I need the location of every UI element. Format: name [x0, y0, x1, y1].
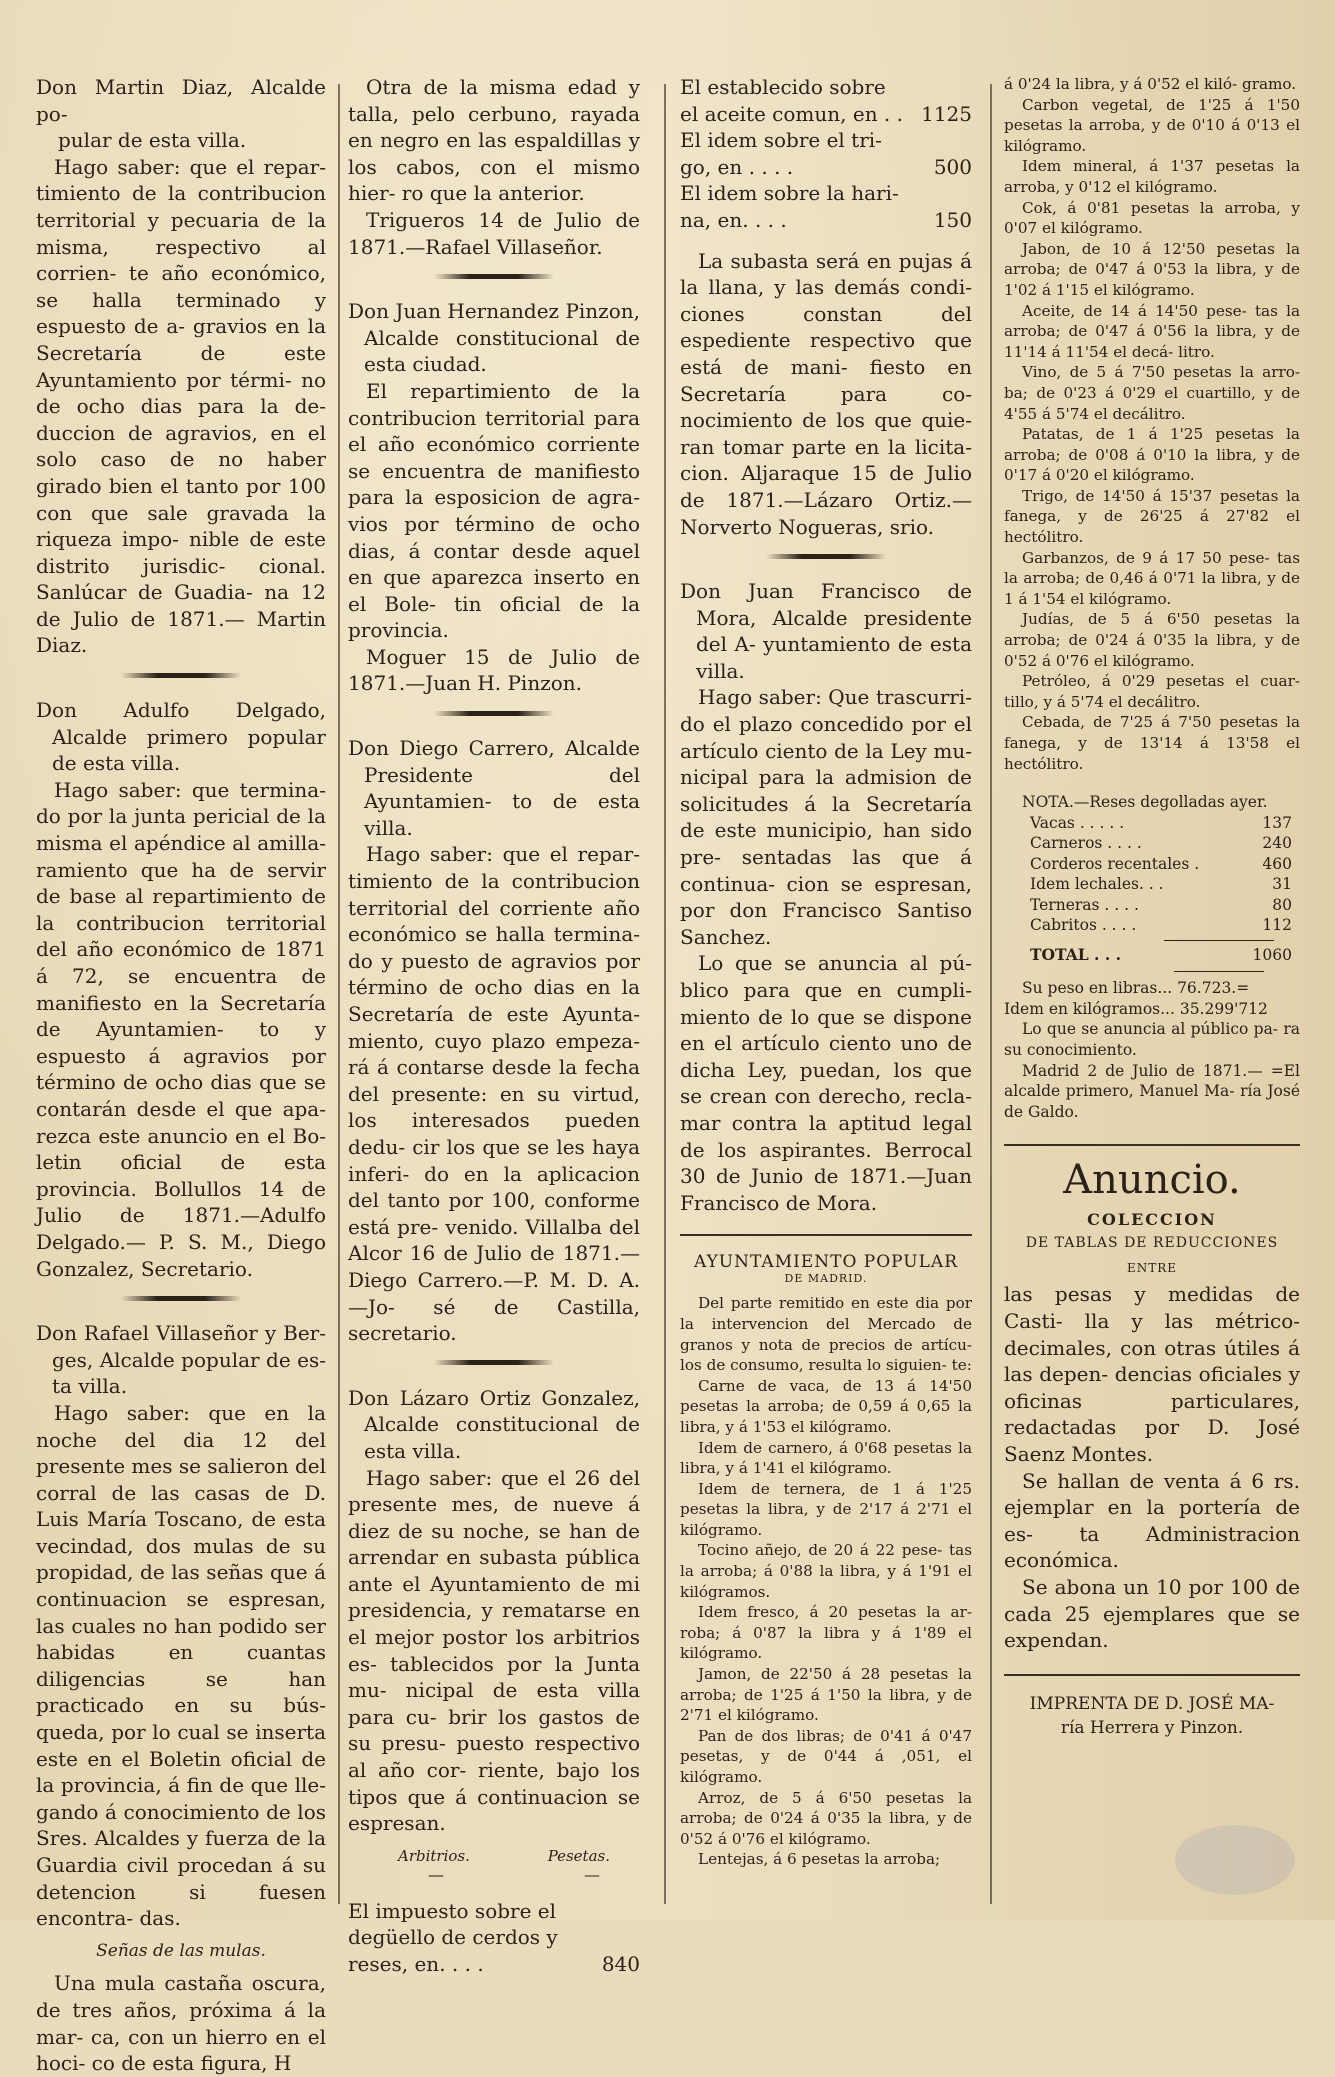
notice-heading: Don Juan Hernandez Pinzon, Alcalde constitucional de esta ciudad.	[348, 299, 640, 377]
reses-value: 31	[1272, 875, 1292, 894]
section-rule	[1004, 1144, 1300, 1146]
column-2	[348, 74, 640, 1978]
price-item: Garbanzos, de 9 á 17 50 pese- tas la arroba; de 0,46 á 0'71 la libra, y de 1 á 1'54 el kilógramo.	[1004, 548, 1300, 608]
notice-heading: Don Juan Francisco de Mora, Alcalde presidente del A- yuntamiento de esta villa.	[680, 579, 972, 683]
reses-value: 240	[1262, 834, 1292, 853]
notice-body: Una mula castaña oscura, de tres años, próxima á la mar- ca, con un hierro en el hoci- co de esta figura, H	[36, 1971, 326, 2076]
price-item: Petróleo, á 0'29 pesetas el cuar- tillo, y á 5'74 el decálitro.	[1004, 672, 1300, 711]
library-stamp	[1175, 1825, 1295, 1895]
ornament-divider	[348, 264, 640, 288]
notice-body: La subasta será en pujas á la llana, y las demás condi- ciones constan del espediente respectivo que está de mani- fiesto en Secretaría para co- nocimiento de los que quie- ran tomar parte en la licita- cion. Aljaraque 15 de Julio de 1871.—Lázaro Ortiz.— Norverto Nogueras, srio.	[680, 248, 972, 539]
reses-table	[1004, 813, 1300, 936]
notice-body: El repartimiento de la contribucion territorial para el año económico corriente se encuentra de manifiesto para la esposicion de agra- vios por término de ocho dias, á contar desde aquel en que aparezca inserto en el Bole- tin oficial de la provincia.	[348, 378, 640, 643]
price-item: Idem de carnero, á 0'68 pesetas la libra, y á 1'41 el kilógramo.	[680, 1438, 972, 1478]
reses-row	[1004, 833, 1300, 854]
column-rule	[990, 84, 992, 1904]
price-item: Cok, á 0'81 pesetas la arroba, y 0'07 el kilógramo.	[1004, 198, 1300, 238]
advert-body: Se abona un 10 por 100 de cada 25 ejemplares que se expendan.	[1004, 1574, 1300, 1653]
price-item: Jabon, de 10 á 12'50 pesetas la arroba; de 0'47 á 0'53 la libra, y de 1'02 á 1'15 el kilógramo.	[1004, 239, 1300, 299]
table-header	[348, 1847, 640, 1865]
advert-title: Anuncio.	[1063, 1157, 1241, 1204]
table-header-dashes: — —	[428, 1864, 600, 1884]
table-row	[680, 180, 972, 233]
notice-body: Lo que se anuncia al público pa- ra su conocimiento.	[1004, 1020, 1300, 1060]
notice-signature: Moguer 15 de Julio de 1871.—Juan H. Pinzon.	[348, 644, 640, 696]
reses-row	[1004, 915, 1300, 936]
notice-body: Hago saber: que el 26 del presente mes, de nueve á diez de su noche, se han de arrendar en subasta pública ante el Ayuntamiento de mi presidencia, y rematarse en el mejor postor los arbitrios es- tablecidos por la Junta mu- nicipal de esta villa para cu- brir los gastos de su presu- puesto respectivo al año cor- riente, bajo los tipos que á continuacion se espresan.	[348, 1465, 640, 1836]
weight-libras: Su peso en libras... 76.723.=	[1022, 979, 1250, 998]
price-item: Lentejas, á 6 pesetas la arroba;	[698, 1850, 941, 1869]
advert-subtitle: ENTRE	[1126, 1261, 1178, 1276]
reses-value: 460	[1262, 854, 1292, 873]
price-item: Pan de dos libras; de 0'41 á 0'47 pesetas, y de 0'44 á ,051, el kilógramo.	[680, 1726, 972, 1786]
notice-body: Hago saber: que termina- do por la junta pericial de la misma el apéndice al amilla- ramiento que ha de servir de base al repartimiento de la contribucion territorial del año económico de 1871 á 72, se encuentra de manifiesto en la Secretaría de Ayuntamien- to y espuesto á agravios por término de ocho dias que se contarán desde el que apa- rezca este anuncio en el Bo- letin oficial de esta provincia. Bollullos 14 de Julio de 1871.—Adulfo Delgado.— P. S. M., Diego Gonzalez, Secretario.	[36, 777, 326, 1281]
reses-row	[1004, 813, 1300, 834]
notice-body: Otra de la misma edad y talla, pelo cerbuno, rayada en negro en las espaldillas y los cabos, con el mismo hier- ro que la anterior.	[348, 75, 640, 206]
price-item: Jamon, de 22'50 á 28 pesetas la arroba; de 1'25 á 1'50 la libra, y de 2'71 el kilógramo.	[680, 1665, 972, 1725]
nota-heading: NOTA.—Reses degolladas ayer.	[1022, 793, 1268, 812]
row-label: El impuesto sobre el degüello de cerdos y reses, en. . . .	[348, 1898, 558, 1976]
row-label: El establecido sobre el aceite comun, en . .	[680, 75, 904, 126]
notice-body: Hago saber: Que trascurri- do el plazo concedido por el artículo ciento de la Ley mu- nicipal para la admision de solicitudes á la Secretaría de este municipio, han sido pre- sentadas las que á continua- cion se espresan, por don Francisco Santiso Sanchez.	[680, 685, 972, 949]
price-item: Aceite, de 14 á 14'50 pese- tas la arroba; de 0'47 á 0'56 la libra, y de 11'14 á 11'54 el decá- litro.	[1004, 301, 1300, 361]
price-item: Idem fresco, á 20 pesetas la ar- roba; á 0'87 la libra y á 1'89 el kilógramo.	[680, 1603, 972, 1663]
price-item: Trigo, de 14'50 á 15'37 pesetas la fanega, y de 26'25 á 27'82 el hectólitro.	[1004, 486, 1300, 547]
reses-label: Vacas . . . . .	[1030, 813, 1125, 832]
ornament-divider	[348, 701, 640, 725]
price-intro: Del parte remitido en este dia por la intervencion del Mercado de granos y nota de precios de artícu- los de consumo, resulta lo siguien- te:	[680, 1294, 972, 1375]
notice-body: Hago saber: que el repar- timiento de la contribucion territorial del corriente año económico se halla termina- do y puesto de agravios por término de ocho dias en la Secretaría de este Ayunta- miento, cuyo plazo empeza- rá á contarse desde la fecha del presente: en su virtud, los interesados pueden dedu- cir los que se les haya inferi- do en la aplicacion del tanto por 100, conforme está pre- venido. Villalba del Alcor 16 de Julio de 1871.—Diego Carrero.—P. M. D. A.—Jo- sé de Castilla, secretario.	[348, 842, 640, 1346]
reses-row	[1004, 895, 1300, 916]
printer-imprint: IMPRENTA DE D. JOSÉ MA-	[1029, 1693, 1275, 1714]
price-item: Carne de vaca, de 13 á 14'50 pesetas la arroba; de 0,59 á 0,65 la libra, y á 1'53 el kilógramo.	[680, 1376, 972, 1436]
advert-body: las pesas y medidas de Casti- lla y las métrico-decimales, con otras útiles á las depen- dencias oficiales y oficinas particulares, redactadas por D. José Saenz Montes.	[1004, 1282, 1300, 1466]
notice-signature: Madrid 2 de Julio de 1871.— =El alcalde primero, Manuel Ma- ría José de Galdo.	[1004, 1061, 1300, 1121]
notice-heading: Don Lázaro Ortiz Gonzalez, Alcalde constitucional de esta villa.	[348, 1385, 640, 1463]
total-rule	[1164, 940, 1274, 941]
column-4	[1004, 74, 1300, 1740]
notice-body: Lo que se anuncia al pú- blico para que en cumpli- miento de lo que se dispone en el artículo ciento uno de dicha Ley, puedan, los que se crean con derecho, recla- mar contra la aptitud legal de los aspirantes. Berrocal 30 de Junio de 1871.—Juan Francisco de Mora.	[680, 951, 972, 1215]
reses-row	[1004, 854, 1300, 875]
table-row	[348, 1898, 640, 1978]
notice-heading: Don Diego Carrero, Alcalde Presidente del Ayuntamien- to de esta villa.	[348, 736, 640, 840]
table-row	[680, 127, 972, 180]
notice-body: Hago saber: que el repar- timiento de la contribucion territorial y pecuaria de la misma, respectivo al corrien- te año económico, se halla terminado y espuesto de a- gravios en la Secretaría de este Ayuntamiento por térmi- no de ocho dias para la de- duccion de agravios, en el solo caso de no haber girado bien el tanto por 100 con que sale gravada la riqueza impo- nible de este distrito jurisdic- cional. Sanlúcar de Guadia- na 12 de Julio de 1871.— Martin Diaz.	[36, 154, 326, 658]
column-3	[680, 74, 972, 1870]
price-item: Cebada, de 7'25 á 7'50 pesetas la fanega, y de 13'14 á 13'58 el hectólitro.	[1004, 713, 1300, 773]
price-item: Idem de ternera, de 1 á 1'25 pesetas la libra, y de 2'17 á 2'71 el kilógramo.	[680, 1479, 972, 1539]
column-rule	[664, 84, 666, 1904]
reses-label: Corderos recentales .	[1030, 854, 1200, 873]
reses-label: Carneros . . . .	[1030, 834, 1142, 853]
column-rule	[338, 84, 340, 1904]
price-item: Vino, de 5 á 7'50 pesetas la arro- ba; de 0'23 á 0'29 el cuartillo, y de 4'55 á 5'74 el decálitro.	[1004, 363, 1300, 423]
notice-heading: Don Rafael Villaseñor y Ber- ges, Alcalde popular de es- ta villa.	[36, 1321, 326, 1399]
price-item: Tocino añejo, de 20 á 22 pese- tas la arroba; á 0'88 la libra, y á 1'91 el kilógramos.	[680, 1541, 972, 1601]
column-header-arbitrios: Arbitrios.	[398, 1846, 470, 1865]
column-1	[36, 74, 326, 2077]
row-label: El idem sobre el tri- go, en . . . .	[680, 128, 882, 179]
notice-body: Hago saber: que en la noche del dia 12 del presente mes se salieron del corral de las casas de D. Luis María Toscano, de esta vecindad, dos mulas de su propidad, de las señas que á continuacion se espresan, las cuales no han podido ser habidas en cuantas diligencias se han practicado en su bús- queda, por lo cual se inserta este en el Boletin oficial de la provincia, á fin de que lle- gando á conocimiento de los Sres. Alcaldes y fuerza de la Guardia civil procedan á su detencion si fuesen encontra- das.	[36, 1400, 326, 1931]
advert-subtitle: DE TABLAS DE REDUCCIONES	[1025, 1235, 1279, 1252]
ornament-divider	[36, 663, 326, 687]
price-item: Arroz, de 5 á 6'50 pesetas la arroba; de 0'24 á 0'35 la libra, y de 0'52 á 0'76 el kilógramo.	[680, 1788, 972, 1848]
reses-row	[1004, 874, 1300, 895]
price-item: Judías, de 5 á 6'50 pesetas la arroba; de 0'24 á 0'35 la libra, y de 0'52 á 0'76 el kilógramo.	[1004, 610, 1300, 670]
weight-kg: Idem en kilógramos... 35.299'712	[1004, 999, 1268, 1018]
reses-label: Cabritos . . . .	[1030, 916, 1137, 935]
row-value: 840	[601, 1952, 640, 1976]
reses-value: 112	[1262, 916, 1292, 935]
total-value: 1060	[1252, 945, 1292, 964]
price-item: Idem mineral, á 1'37 pesetas la arroba, y 0'12 el kilógramo.	[1004, 157, 1300, 196]
notice-heading: Don Martin Diaz, Alcalde po-	[36, 75, 326, 126]
price-item: á 0'24 la libra, y á 0'52 el kiló- gramo.	[1004, 75, 1297, 93]
section-rule	[680, 1234, 972, 1236]
section-subtitle: DE MADRID.	[784, 1272, 868, 1286]
row-value: 150	[933, 207, 972, 232]
total-label: TOTAL . . .	[1030, 944, 1122, 964]
section-rule	[1004, 1674, 1300, 1676]
reses-label: Terneras . . . .	[1030, 895, 1139, 914]
table-row	[680, 74, 972, 127]
ornament-divider	[36, 1286, 326, 1310]
section-title: AYUNTAMIENTO POPULAR	[694, 1252, 958, 1273]
column-header-pesetas: Pesetas.	[547, 1846, 610, 1865]
row-value: 1125	[921, 101, 972, 126]
notice-heading: Don Adulfo Delgado, Alcalde primero popular de esta villa.	[36, 698, 326, 776]
total-row	[1004, 945, 1300, 966]
row-label: El idem sobre la hari- na, en. . . .	[680, 181, 899, 232]
advert-subtitle: COLECCION	[1087, 1210, 1217, 1230]
row-value: 500	[933, 154, 972, 179]
reses-value: 80	[1272, 895, 1292, 914]
price-item: Carbon vegetal, de 1'25 á 1'50 pesetas la arroba, y de 0'10 á 0'13 el kilógramo.	[1004, 95, 1300, 155]
advert-body: Se hallan de venta á 6 rs. ejemplar en la portería de es- ta Administracion económica.	[1004, 1468, 1300, 1573]
ornament-divider	[348, 1351, 640, 1375]
price-item: Patatas, de 1 á 1'25 pesetas la arroba; de 0'08 á 0'10 la libra, y de 0'17 á 0'20 el kilógramo.	[1004, 425, 1300, 485]
reses-value: 137	[1262, 813, 1292, 832]
total-rule	[1174, 971, 1264, 972]
ornament-divider	[680, 544, 972, 568]
section-subtitle: Señas de las mulas.	[96, 1940, 266, 1961]
printer-imprint: ría Herrera y Pinzon.	[1060, 1717, 1244, 1738]
notice-heading-cont: pular de esta villa.	[58, 128, 247, 153]
reses-label: Idem lechales. . .	[1030, 875, 1164, 894]
notice-signature: Trigueros 14 de Julio de 1871.—Rafael Villaseñor.	[348, 207, 640, 259]
